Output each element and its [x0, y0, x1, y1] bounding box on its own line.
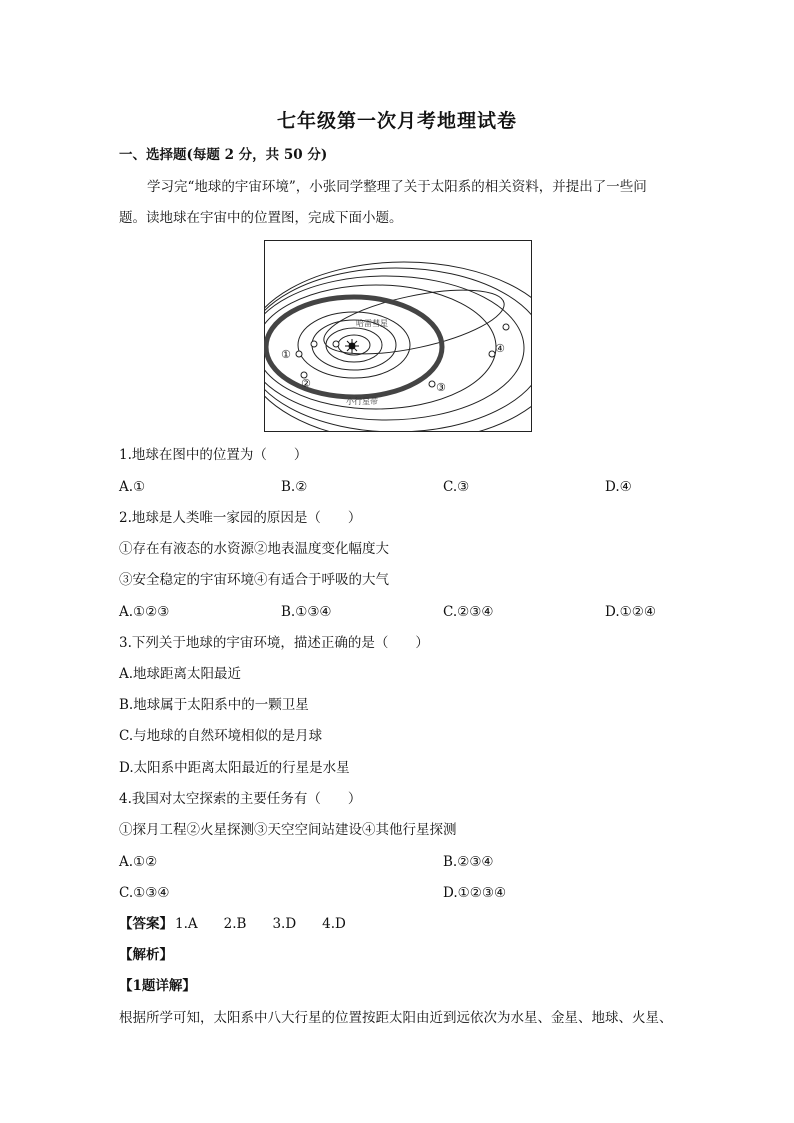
q2-item-line-2: ③安全稳定的宇宙环境④有适合于呼吸的大气	[119, 572, 389, 588]
section-heading: 一、选择题(每题 2 分，共 50 分)	[119, 147, 328, 163]
question-4-stem: 4.我国对太空探索的主要任务有（ ）	[119, 791, 362, 807]
planet-dot	[311, 341, 317, 347]
asteroid-belt-label: 小行星带	[346, 397, 378, 406]
answer-value-4: 4.D	[322, 916, 346, 932]
page-title: 七年级第一次月考地理试卷	[276, 110, 517, 132]
q4-option-b: B.②③④	[443, 854, 494, 870]
answer-line	[119, 915, 346, 933]
detail-text: 根据所学可知，太阳系中八大行星的位置按距太阳由近到远依次为水星、金星、地球、火星、	[119, 1010, 673, 1026]
position-3-label: ③	[436, 381, 446, 394]
intro-line-2: 题。读地球在宇宙中的位置图，完成下面小题。	[119, 210, 403, 226]
q1-option-a: A.①	[119, 479, 146, 495]
answer-value-2: 2.B	[223, 916, 247, 932]
q2-option-c: C.②③④	[443, 604, 494, 620]
detail-label: 【1题详解】	[119, 978, 196, 994]
q3-option-c: C.与地球的自然环境相似的是月球	[119, 728, 323, 744]
question-1-stem: 1.地球在图中的位置为（ ）	[119, 447, 308, 463]
answer-value-3: 3.D	[272, 916, 297, 932]
q4-option-c: C.①③④	[119, 885, 170, 901]
q4-option-d: D.①②③④	[443, 885, 507, 901]
q1-option-b: B.②	[281, 479, 308, 495]
planet-dot	[503, 324, 509, 330]
solar-system-figure	[264, 240, 532, 432]
question-3-stem: 3.下列关于地球的宇宙环境，描述正确的是（ ）	[119, 635, 429, 651]
position-2-label: ②	[301, 377, 311, 390]
sun-icon	[345, 339, 359, 353]
q1-option-d: D.④	[605, 479, 632, 495]
planet-dot	[296, 351, 302, 357]
comet-label: 哈雷彗星	[356, 319, 388, 328]
planet-dot	[429, 381, 435, 387]
position-4-label: ④	[495, 342, 505, 355]
q2-option-d: D.①②④	[605, 604, 656, 620]
planet-dot	[333, 341, 339, 347]
analysis-label: 【解析】	[119, 947, 173, 963]
intro-line-1: 学习完“地球的宇宙环境”，小张同学整理了关于太阳系的相关资料，并提出了一些问	[147, 179, 647, 195]
q1-option-c: C.③	[443, 479, 470, 495]
q2-item-line-1: ①存在有液态的水资源②地表温度变化幅度大	[119, 541, 389, 557]
q3-option-d: D.太阳系中距离太阳最近的行星是水星	[119, 760, 350, 776]
q2-option-a: A.①②③	[119, 604, 170, 620]
solar-system-diagram	[264, 240, 532, 432]
q3-option-a: A.地球距离太阳最近	[119, 666, 242, 682]
position-1-label: ①	[281, 348, 291, 361]
answer-label: 【答案】	[119, 916, 173, 932]
q4-item-line-1: ①探月工程②火星探测③天空空间站建设④其他行星探测	[119, 822, 457, 838]
answer-value-1: 1.A	[175, 916, 198, 932]
question-2-stem: 2.地球是人类唯一家园的原因是（ ）	[119, 510, 362, 526]
q2-option-b: B.①③④	[281, 604, 332, 620]
q4-option-a: A.①②	[119, 854, 158, 870]
q3-option-b: B.地球属于太阳系中的一颗卫星	[119, 697, 309, 713]
